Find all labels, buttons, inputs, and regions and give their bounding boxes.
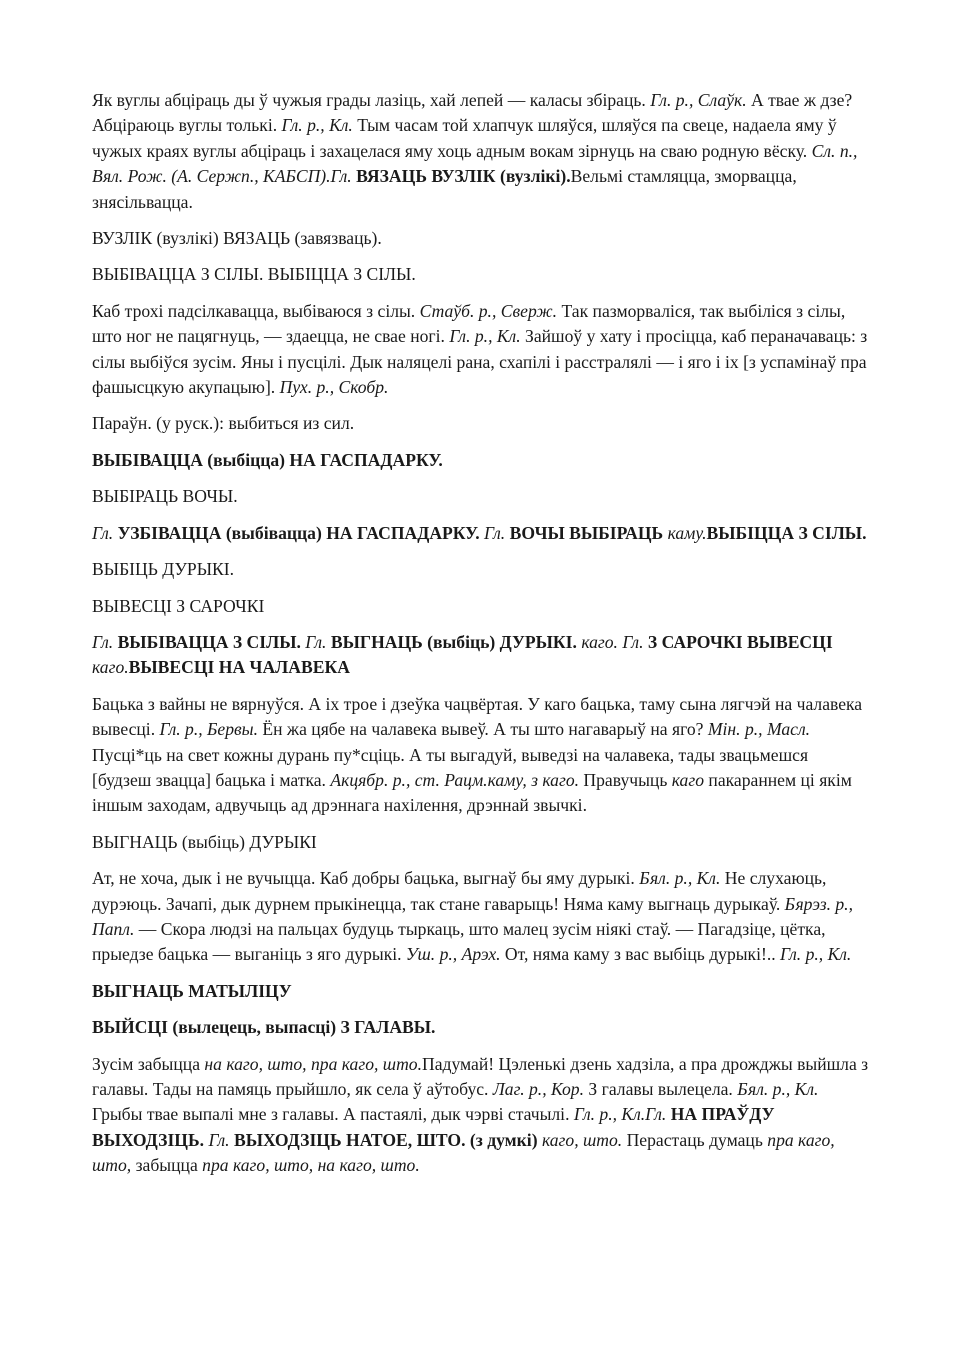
text-run: — Скора людзі на пальцах будуць тыркаць, што малец зусім ніякі стаў. — Пагадзіце, цётка, прыедзе бацька — выганіць з яго дурыкі. (92, 918, 826, 965)
bold-run: З САРОЧКІ ВЫВЕСЦІ (647, 631, 833, 652)
text-run: Каб трохі падсілкавацца, выбіваюся з сілы. (92, 300, 420, 321)
italic-run: на каго, што, пра каго, што. (204, 1053, 422, 1074)
paragraph-2 (92, 226, 870, 251)
paragraph-16 (92, 1015, 870, 1040)
paragraph-15 (92, 979, 870, 1004)
bold-run: НА ПРАЎДУ ВЫХОДЗІЦЬ. (92, 1104, 775, 1150)
bold-run: ВЫБІЦЦА З СІЛЫ. (706, 522, 867, 543)
paragraph-14 (92, 866, 870, 968)
paragraph-10 (92, 594, 870, 619)
paragraph-1 (92, 88, 870, 215)
text-run: Бацька з вайны не вярнуўся. А іх трое і дзеўка чацвёртая. У каго бацька, таму сына лягчэй на чалавека вывесці. (92, 693, 863, 740)
paragraph-6 (92, 448, 870, 473)
italic-run: Гл. р., Бервы. (159, 719, 258, 740)
text-run: А твае ж дзе? Абціраюць вуглы толькі. (92, 90, 853, 136)
italic-run: Стаўб. р., Сверж. (419, 300, 558, 321)
italic-run: Гл. (92, 522, 114, 543)
italic-run: Бярэз. р., Папл. (92, 893, 853, 939)
paragraph-3 (92, 262, 870, 287)
text-run: ВЫБІЦЬ ДУРЫКІ. (92, 559, 235, 580)
text-run: Так пазморваліся, так выбіліся з сілы, што ног не пацягнуць, — здаецца, не свае ногі. (92, 300, 846, 347)
text-run: Ат, не хоча, дык і не вучыцца. Каб добры бацька, выгнаў бы яму дурыкі. (92, 868, 640, 889)
text-run: ВЫВЕСЦІ З САРОЧКІ (92, 595, 265, 616)
italic-run: Гл. (208, 1129, 230, 1150)
paragraph-12 (92, 692, 870, 819)
paragraph-9 (92, 557, 870, 582)
italic-run: каго (671, 769, 705, 790)
italic-run: Гл. р., Кл. (449, 326, 521, 347)
text-run: ВЫБІВАЦЦА З СІЛЫ. ВЫБІЦЦА З СІЛЫ. (92, 264, 416, 285)
italic-run: Бял. р., Кл. (737, 1079, 819, 1099)
text-run: Ён жа цябе на чалавека вывеў. А ты што нагаварыў на яго? (257, 719, 708, 740)
text-run: Параўн. (у руск.): выбиться из сил. (92, 413, 355, 434)
italic-run: Гл. р., Кл. (281, 115, 353, 136)
text-run: Перастаць думаць (622, 1129, 768, 1150)
bold-run: ВЫХОДЗІЦЬ НАТОЕ, ШТО. (з думкі) (234, 1129, 538, 1150)
italic-run: Гл. (92, 631, 114, 652)
text-run: Грыбы твае выпалі мне з галавы. А пастаялі, дык чэрві стачылі. (92, 1104, 574, 1125)
italic-run: каму. (667, 522, 707, 543)
text-run: Пусці*ць на свет кожны дурань пу*сціць. А ты выгадуй, выведзі на чалавека, тады звацьмешся [будзеш звацца] бацька і матка. (92, 744, 809, 790)
bold-run: ВЫГНАЦЬ (выбіць) ДУРЫКІ. (330, 631, 577, 652)
paragraph-7 (92, 484, 870, 509)
bold-run: ВЯЗАЦЬ ВУЗЛІК (вузлікі). (356, 166, 571, 187)
paragraph-17 (92, 1052, 870, 1179)
italic-run: Гл. р., Слаўк. (650, 90, 747, 110)
italic-run: Гл. (305, 631, 327, 652)
italic-run: пра каго, што, (92, 1129, 835, 1176)
italic-run: Пух. р., Скобр. (279, 377, 389, 398)
italic-run: Гл. р., Кл. (780, 944, 852, 965)
text-run: Падумай! Цэленькі дзень хадзіла, а пра дрожджы выйшла з галавы. Тады на памяць прыйшло, як села ў аўтобус. (92, 1053, 869, 1099)
text-run: Вельмі стамляцца, зморвацца, знясільвацца. (92, 166, 797, 212)
text-run: Правучыць (579, 769, 672, 790)
text-run: Не слухаюць, дурэюць. Зачапі, дык дурнем прыкінецца, так стане гаварыць! Няма каму выгнаць дурыкаў. (92, 868, 827, 914)
italic-run: Мін. р., Масл. (707, 719, 811, 740)
italic-run: Гл. (484, 522, 506, 543)
paragraph-5 (92, 411, 870, 436)
italic-run: Лаг. р., Кор. (492, 1079, 584, 1099)
text-run: З галавы вылецела. (584, 1079, 738, 1099)
italic-run: каго. Гл. (581, 631, 644, 652)
text-run: Тым часам той хлапчук шляўся, шляўся па свеце, надаела яму ў чужых краях вуглы абціраць і захацелася яму хоць адным вокам зірнуць на сваю родную вёску. (92, 115, 837, 161)
paragraph-13 (92, 830, 870, 855)
text-run: ВЫГНАЦЬ (выбіць) ДУРЫКІ (92, 831, 317, 852)
text-run: Як вуглы абціраць ды ў чужыя грады лазіць, хай лепей — каласы збіраць. (92, 90, 651, 110)
text-run: От, няма каму з вас выбіць дурыкі!.. (500, 944, 781, 965)
italic-run: Сл. п., Вял. Рож. (А. Сержп., КАБСП).Гл. (92, 140, 858, 187)
italic-run: каго, што. (541, 1129, 623, 1150)
italic-run: Уш. р., Арэх. (405, 944, 501, 965)
text-run: ВЫБІРАЦЬ ВОЧЫ. (92, 486, 238, 507)
text-run: ВУЗЛІК (вузлікі) ВЯЗАЦЬ (завязваць). (92, 228, 382, 249)
italic-run: Гл. р., Кл.Гл. (573, 1104, 667, 1125)
italic-run: пра каго, што, на каго, што. (202, 1155, 420, 1176)
text-run: пакараннем ці якім іншым заходам, адвучыць ад дрэннага нахілення, дрэннай звычкі. (92, 769, 852, 816)
bold-run: ВЫБІВАЦЦА (выбіцца) НА ГАСПАДАРКУ. (92, 449, 443, 470)
document-page (92, 88, 870, 1190)
paragraph-4 (92, 299, 870, 401)
bold-run: ВЫВЕСЦІ НА ЧАЛАВЕКА (128, 657, 350, 678)
text-run: Зусім забыцца (92, 1053, 205, 1074)
bold-run: ВЫБІВАЦЦА З СІЛЫ. (117, 631, 301, 652)
paragraph-11 (92, 630, 870, 681)
bold-run: ВЫЙСЦІ (вылецець, выпасці) З ГАЛАВЫ. (92, 1017, 436, 1038)
italic-run: Акцябр. р., ст. Рацм.каму, з каго. (330, 769, 580, 790)
bold-run: ВЫГНАЦЬ МАТЫЛІЦУ (92, 980, 292, 1001)
bold-run: ВОЧЫ ВЫБІРАЦЬ (509, 522, 664, 543)
paragraph-8 (92, 521, 870, 546)
text-run: Зайшоў у хату і просіцца, каб пераначаваць: з сілы выбіўся зусім. Яны і пусцілі. Дык наляцелі рана, схапілі і расстралялі — і яго і іх [з успамінаў пра фашысцкую акупацыю]. (92, 326, 868, 398)
italic-run: Бял. р., Кл. (639, 868, 721, 889)
text-run: забыцца (131, 1155, 203, 1176)
italic-run: каго. (92, 657, 129, 678)
bold-run: УЗБІВАЦЦА (выбівацца) НА ГАСПАДАРКУ. (117, 522, 480, 543)
